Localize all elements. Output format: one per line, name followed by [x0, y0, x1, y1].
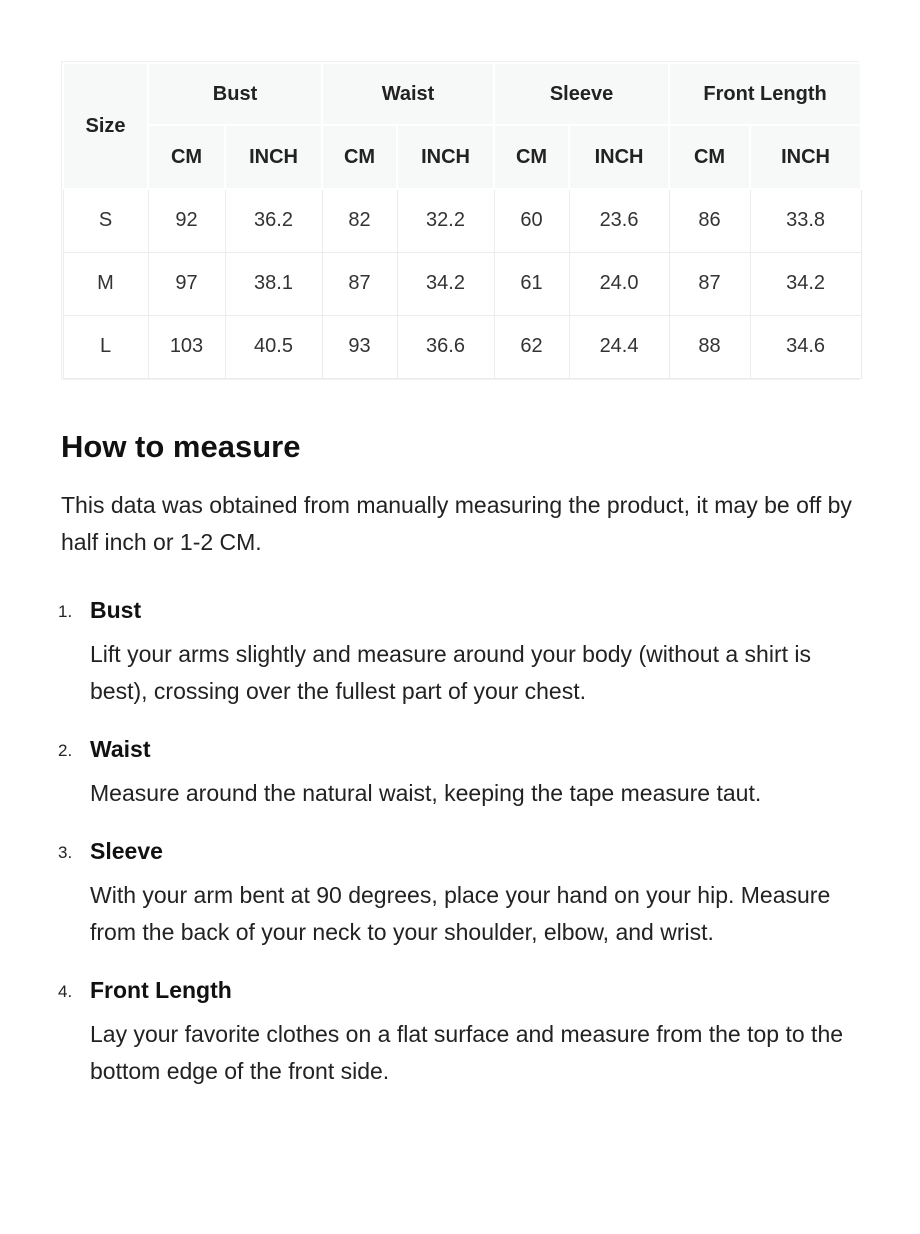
waist-inch-cell: 34.2: [397, 252, 494, 315]
bust-cm-cell: 97: [148, 252, 225, 315]
step-label: Front Length: [90, 976, 232, 1003]
front-length-inch-cell: 34.6: [750, 315, 861, 378]
step-number: 2.: [58, 740, 73, 760]
size-chart-table: [62, 62, 862, 379]
front-length-group-header: Front Length: [669, 63, 861, 125]
measure-step-front-length: [58, 976, 859, 1090]
sleeve-cm-cell: 62: [494, 315, 569, 378]
bust-cm-cell: 103: [148, 315, 225, 378]
front-length-cm-cell: 87: [669, 252, 750, 315]
front-length-inch-cell: 33.8: [750, 189, 861, 252]
sleeve-inch-header: INCH: [569, 125, 669, 189]
how-to-measure-intro: This data was obtained from manually measuring the product, it may be off by half inch or 1-2 CM.: [61, 491, 852, 555]
step-number: 3.: [58, 842, 73, 862]
sleeve-cm-cell: 61: [494, 252, 569, 315]
waist-cm-header: CM: [322, 125, 397, 189]
bust-inch-header: INCH: [225, 125, 322, 189]
bust-inch-cell: 36.2: [225, 189, 322, 252]
bust-inch-cell: 40.5: [225, 315, 322, 378]
front-length-cm-cell: 86: [669, 189, 750, 252]
step-number: 1.: [58, 601, 73, 621]
measure-steps-list: [58, 596, 859, 1090]
sleeve-cm-cell: 60: [494, 189, 569, 252]
step-description: Measure around the natural waist, keeping the tape measure taut.: [90, 779, 762, 806]
front-length-cm-cell: 88: [669, 315, 750, 378]
step-description: With your arm bent at 90 degrees, place your hand on your hip. Measure from the back of your neck to your shoulder, elbow, and wrist.: [90, 881, 831, 945]
sleeve-inch-cell: 23.6: [569, 189, 669, 252]
bust-cm-header: CM: [148, 125, 225, 189]
sleeve-cm-header: CM: [494, 125, 569, 189]
size-cell: L: [63, 315, 148, 378]
bust-inch-cell: 38.1: [225, 252, 322, 315]
waist-inch-cell: 32.2: [397, 189, 494, 252]
table-row-size-s: [63, 189, 861, 252]
how-to-measure-section: [58, 428, 859, 1090]
how-to-measure-title: How to measure: [61, 428, 301, 464]
measure-step-waist: [58, 735, 859, 812]
sleeve-group-header: Sleeve: [494, 63, 669, 125]
waist-cm-cell: 87: [322, 252, 397, 315]
sleeve-inch-cell: 24.4: [569, 315, 669, 378]
step-label: Bust: [90, 596, 142, 623]
front-length-cm-header: CM: [669, 125, 750, 189]
bust-cm-cell: 92: [148, 189, 225, 252]
unit-header-row: [63, 125, 861, 189]
bust-group-header: Bust: [148, 63, 322, 125]
table-row-size-m: [63, 252, 861, 315]
waist-group-header: Waist: [322, 63, 494, 125]
size-chart-section: [61, 61, 859, 380]
measure-step-sleeve: [58, 837, 859, 951]
front-length-inch-cell: 34.2: [750, 252, 861, 315]
step-description: Lay your favorite clothes on a flat surface and measure from the top to the bottom edge of the front side.: [90, 1020, 844, 1084]
table-row-size-l: [63, 315, 861, 378]
size-cell: M: [63, 252, 148, 315]
waist-inch-header: INCH: [397, 125, 494, 189]
step-label: Sleeve: [90, 837, 163, 864]
front-length-inch-header: INCH: [750, 125, 861, 189]
waist-inch-cell: 36.6: [397, 315, 494, 378]
sleeve-inch-cell: 24.0: [569, 252, 669, 315]
waist-cm-cell: 82: [322, 189, 397, 252]
group-header-row: [63, 63, 861, 125]
waist-cm-cell: 93: [322, 315, 397, 378]
size-column-header: Size: [63, 63, 148, 189]
measure-step-bust: [58, 596, 859, 710]
step-number: 4.: [58, 981, 73, 1001]
step-label: Waist: [90, 735, 151, 762]
size-cell: S: [63, 189, 148, 252]
step-description: Lift your arms slightly and measure around your body (without a shirt is best), crossing over the fullest part of your chest.: [90, 640, 811, 704]
